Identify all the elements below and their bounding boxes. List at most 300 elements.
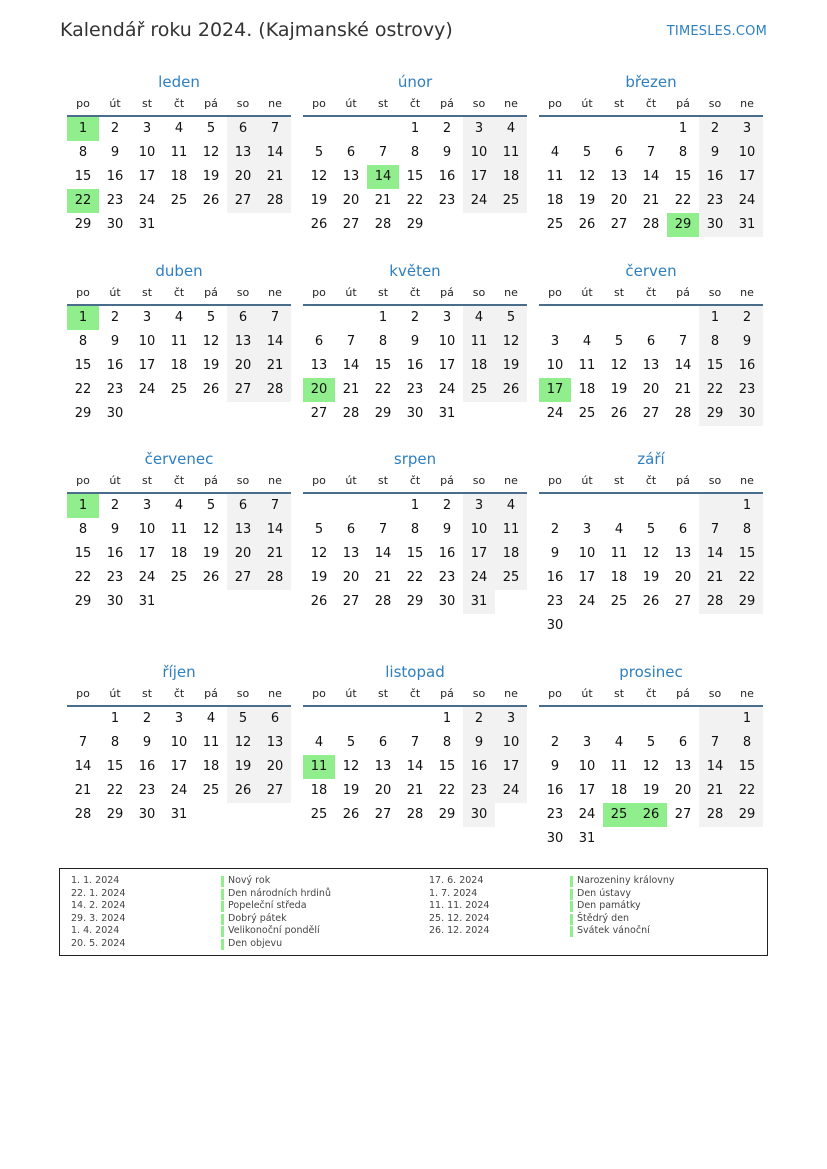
day[interactable]: 10 (578, 759, 596, 774)
day[interactable]: 11 (578, 358, 596, 373)
day[interactable]: 21 (674, 382, 692, 397)
day[interactable]: 6 (227, 306, 259, 330)
day[interactable]: 18 (310, 783, 328, 798)
day[interactable]: 1 (731, 494, 763, 518)
day[interactable]: 7 (378, 522, 388, 537)
day[interactable]: 8 (678, 145, 688, 160)
day[interactable]: 8 (731, 731, 763, 755)
day[interactable]: 2 (442, 121, 452, 136)
day[interactable]: 17 (463, 165, 495, 189)
day[interactable]: 31 (438, 406, 456, 421)
day[interactable]: 15 (731, 542, 763, 566)
day[interactable]: 4 (463, 306, 495, 330)
day[interactable]: 27 (227, 189, 259, 213)
day[interactable]: 16 (463, 755, 495, 779)
day[interactable]: 10 (138, 334, 156, 349)
day[interactable]: 30 (463, 803, 495, 827)
day[interactable]: 27 (227, 566, 259, 590)
day[interactable]: 22 (406, 570, 424, 585)
day[interactable]: 20 (374, 783, 392, 798)
day[interactable]: 14 (74, 759, 92, 774)
day[interactable]: 29 (731, 590, 763, 614)
day[interactable]: 4 (174, 498, 184, 513)
day[interactable]: 15 (731, 755, 763, 779)
day[interactable]: 14 (342, 358, 360, 373)
day[interactable]: 20 (342, 193, 360, 208)
day[interactable]: 3 (142, 310, 152, 325)
day[interactable]: 5 (314, 145, 324, 160)
day[interactable]: 19 (202, 358, 220, 373)
day[interactable]: 14 (699, 542, 731, 566)
day[interactable]: 20 (227, 165, 259, 189)
day[interactable]: 13 (674, 759, 692, 774)
day[interactable]: 16 (731, 354, 763, 378)
day[interactable]: 2 (550, 735, 560, 750)
day[interactable]: 21 (342, 382, 360, 397)
day[interactable]: 31 (170, 807, 188, 822)
day[interactable]: 24 (495, 779, 527, 803)
day[interactable]: 3 (463, 494, 495, 518)
day[interactable]: 27 (342, 217, 360, 232)
day[interactable]: 9 (550, 546, 560, 561)
day[interactable]: 10 (438, 334, 456, 349)
day[interactable]: 22 (106, 783, 124, 798)
day[interactable]: 23 (138, 783, 156, 798)
day[interactable]: 27 (342, 594, 360, 609)
day[interactable]: 5 (614, 334, 624, 349)
day[interactable]: 19 (642, 783, 660, 798)
day[interactable]: 15 (74, 169, 92, 184)
day[interactable]: 9 (731, 330, 763, 354)
day[interactable]: 28 (699, 590, 731, 614)
day[interactable]: 13 (642, 358, 660, 373)
day[interactable]: 18 (170, 546, 188, 561)
day[interactable]: 24 (438, 382, 456, 397)
day[interactable]: 12 (578, 169, 596, 184)
day[interactable]: 30 (406, 406, 424, 421)
day[interactable]: 8 (78, 334, 88, 349)
day[interactable]: 12 (310, 546, 328, 561)
day[interactable]: 30 (106, 217, 124, 232)
day[interactable]: 20 (674, 570, 692, 585)
day[interactable]: 30 (106, 594, 124, 609)
day[interactable]: 30 (731, 402, 763, 426)
day[interactable]: 1 (110, 711, 120, 726)
day[interactable]: 18 (170, 358, 188, 373)
day[interactable]: 2 (463, 707, 495, 731)
day[interactable]: 30 (546, 831, 564, 846)
day[interactable]: 28 (74, 807, 92, 822)
day[interactable]: 31 (138, 217, 156, 232)
day[interactable]: 30 (699, 213, 731, 237)
day[interactable]: 13 (374, 759, 392, 774)
day[interactable]: 16 (406, 358, 424, 373)
day[interactable]: 27 (374, 807, 392, 822)
day[interactable]: 11 (463, 330, 495, 354)
day[interactable]: 26 (642, 594, 660, 609)
day[interactable]: 21 (74, 783, 92, 798)
day[interactable]: 1 (731, 707, 763, 731)
day[interactable]: 7 (678, 334, 688, 349)
day[interactable]: 2 (699, 117, 731, 141)
day[interactable]: 27 (259, 779, 291, 803)
day[interactable]: 1 (699, 306, 731, 330)
day[interactable]: 20 (642, 382, 660, 397)
day[interactable]: 27 (610, 217, 628, 232)
day[interactable]: 21 (699, 779, 731, 803)
day[interactable]: 15 (406, 169, 424, 184)
day[interactable]: 15 (438, 759, 456, 774)
day[interactable]: 8 (410, 522, 420, 537)
day[interactable]: 23 (546, 807, 564, 822)
day[interactable]: 29 (74, 217, 92, 232)
day[interactable]: 20 (227, 542, 259, 566)
day[interactable]: 28 (642, 217, 660, 232)
day[interactable]: 2 (110, 498, 120, 513)
day[interactable]: 19 (495, 354, 527, 378)
day[interactable]: 10 (463, 518, 495, 542)
day[interactable]: 19 (310, 193, 328, 208)
day[interactable]: 5 (646, 735, 656, 750)
day[interactable]: 20 (342, 570, 360, 585)
day[interactable]: 28 (259, 566, 291, 590)
day[interactable]: 21 (406, 783, 424, 798)
day[interactable]: 25 (202, 783, 220, 798)
day[interactable]: 28 (374, 594, 392, 609)
day[interactable]: 9 (410, 334, 420, 349)
day[interactable]: 23 (106, 382, 124, 397)
day[interactable]: 13 (342, 169, 360, 184)
day[interactable]: 19 (202, 169, 220, 184)
day[interactable]: 24 (578, 594, 596, 609)
day[interactable]: 4 (174, 310, 184, 325)
day[interactable]: 31 (731, 213, 763, 237)
day[interactable]: 15 (699, 354, 731, 378)
day[interactable]: 7 (259, 117, 291, 141)
day[interactable]: 14 (259, 518, 291, 542)
day[interactable]: 29 (406, 217, 424, 232)
day[interactable]: 19 (202, 546, 220, 561)
holiday-day[interactable]: 26 (635, 803, 667, 827)
day[interactable]: 31 (578, 831, 596, 846)
day[interactable]: 13 (674, 546, 692, 561)
day[interactable]: 16 (106, 358, 124, 373)
day[interactable]: 28 (342, 406, 360, 421)
day[interactable]: 17 (138, 546, 156, 561)
day[interactable]: 30 (106, 406, 124, 421)
day[interactable]: 14 (374, 546, 392, 561)
day[interactable]: 13 (310, 358, 328, 373)
day[interactable]: 6 (346, 145, 356, 160)
day[interactable]: 13 (227, 141, 259, 165)
day[interactable]: 21 (374, 193, 392, 208)
day[interactable]: 20 (674, 783, 692, 798)
day[interactable]: 19 (642, 570, 660, 585)
day[interactable]: 11 (202, 735, 220, 750)
day[interactable]: 30 (546, 618, 564, 633)
day[interactable]: 11 (546, 169, 564, 184)
day[interactable]: 15 (106, 759, 124, 774)
day[interactable]: 12 (642, 759, 660, 774)
day[interactable]: 13 (259, 731, 291, 755)
day[interactable]: 19 (578, 193, 596, 208)
day[interactable]: 25 (463, 378, 495, 402)
holiday-day[interactable]: 1 (67, 306, 99, 330)
day[interactable]: 14 (699, 755, 731, 779)
day[interactable]: 19 (310, 570, 328, 585)
day[interactable]: 12 (227, 731, 259, 755)
day[interactable]: 10 (495, 731, 527, 755)
day[interactable]: 4 (314, 735, 324, 750)
day[interactable]: 15 (406, 546, 424, 561)
day[interactable]: 24 (138, 570, 156, 585)
day[interactable]: 12 (495, 330, 527, 354)
day[interactable]: 31 (463, 590, 495, 614)
day[interactable]: 25 (170, 570, 188, 585)
day[interactable]: 10 (546, 358, 564, 373)
day[interactable]: 1 (442, 711, 452, 726)
day[interactable]: 7 (346, 334, 356, 349)
day[interactable]: 3 (442, 310, 452, 325)
day[interactable]: 8 (110, 735, 120, 750)
day[interactable]: 7 (259, 494, 291, 518)
day[interactable]: 4 (495, 117, 527, 141)
day[interactable]: 26 (610, 406, 628, 421)
day[interactable]: 16 (106, 169, 124, 184)
day[interactable]: 21 (259, 542, 291, 566)
day[interactable]: 27 (674, 807, 692, 822)
day[interactable]: 7 (410, 735, 420, 750)
day[interactable]: 10 (463, 141, 495, 165)
day[interactable]: 24 (170, 783, 188, 798)
day[interactable]: 14 (259, 141, 291, 165)
day[interactable]: 17 (438, 358, 456, 373)
day[interactable]: 22 (731, 779, 763, 803)
day[interactable]: 28 (674, 406, 692, 421)
day[interactable]: 6 (227, 494, 259, 518)
day[interactable]: 2 (410, 310, 420, 325)
day[interactable]: 1 (410, 121, 420, 136)
day[interactable]: 3 (550, 334, 560, 349)
day[interactable]: 5 (582, 145, 592, 160)
day[interactable]: 13 (342, 546, 360, 561)
day[interactable]: 22 (374, 382, 392, 397)
day[interactable]: 26 (310, 594, 328, 609)
day[interactable]: 12 (202, 145, 220, 160)
holiday-day[interactable]: 29 (667, 213, 699, 237)
day[interactable]: 23 (106, 193, 124, 208)
day[interactable]: 21 (699, 566, 731, 590)
day[interactable]: 23 (731, 378, 763, 402)
holiday-day[interactable]: 11 (303, 755, 335, 779)
day[interactable]: 24 (463, 566, 495, 590)
holiday-day[interactable]: 20 (303, 378, 335, 402)
day[interactable]: 10 (170, 735, 188, 750)
day[interactable]: 17 (463, 542, 495, 566)
day[interactable]: 7 (699, 518, 731, 542)
day[interactable]: 25 (495, 189, 527, 213)
day[interactable]: 15 (74, 546, 92, 561)
day[interactable]: 9 (442, 522, 452, 537)
day[interactable]: 7 (259, 306, 291, 330)
holiday-day[interactable]: 17 (539, 378, 571, 402)
day[interactable]: 27 (642, 406, 660, 421)
day[interactable]: 22 (731, 566, 763, 590)
day[interactable]: 18 (495, 542, 527, 566)
day[interactable]: 8 (78, 145, 88, 160)
day[interactable]: 24 (138, 193, 156, 208)
day[interactable]: 18 (463, 354, 495, 378)
day[interactable]: 8 (699, 330, 731, 354)
day[interactable]: 25 (578, 406, 596, 421)
day[interactable]: 12 (642, 546, 660, 561)
day[interactable]: 29 (731, 803, 763, 827)
day[interactable]: 26 (342, 807, 360, 822)
holiday-day[interactable]: 14 (367, 165, 399, 189)
day[interactable]: 28 (406, 807, 424, 822)
day[interactable]: 12 (610, 358, 628, 373)
day[interactable]: 29 (106, 807, 124, 822)
day[interactable]: 21 (374, 570, 392, 585)
day[interactable]: 23 (438, 570, 456, 585)
day[interactable]: 29 (406, 594, 424, 609)
day[interactable]: 11 (170, 145, 188, 160)
day[interactable]: 18 (610, 570, 628, 585)
day[interactable]: 18 (546, 193, 564, 208)
day[interactable]: 3 (582, 735, 592, 750)
day[interactable]: 24 (546, 406, 564, 421)
day[interactable]: 25 (546, 217, 564, 232)
day[interactable]: 20 (259, 755, 291, 779)
day[interactable]: 16 (106, 546, 124, 561)
day[interactable]: 23 (106, 570, 124, 585)
day[interactable]: 2 (731, 306, 763, 330)
day[interactable]: 3 (463, 117, 495, 141)
day[interactable]: 29 (438, 807, 456, 822)
day[interactable]: 26 (202, 193, 220, 208)
day[interactable]: 11 (170, 334, 188, 349)
day[interactable]: 13 (227, 518, 259, 542)
day[interactable]: 24 (463, 189, 495, 213)
day[interactable]: 17 (495, 755, 527, 779)
day[interactable]: 9 (142, 735, 152, 750)
day[interactable]: 16 (546, 783, 564, 798)
day[interactable]: 14 (259, 330, 291, 354)
day[interactable]: 9 (699, 141, 731, 165)
day[interactable]: 28 (699, 803, 731, 827)
day[interactable]: 18 (170, 169, 188, 184)
day[interactable]: 8 (78, 522, 88, 537)
day[interactable]: 28 (259, 189, 291, 213)
day[interactable]: 28 (259, 378, 291, 402)
day[interactable]: 23 (406, 382, 424, 397)
day[interactable]: 2 (110, 121, 120, 136)
day[interactable]: 25 (495, 566, 527, 590)
day[interactable]: 27 (674, 594, 692, 609)
day[interactable]: 6 (227, 117, 259, 141)
day[interactable]: 15 (74, 358, 92, 373)
day[interactable]: 25 (170, 382, 188, 397)
day[interactable]: 4 (174, 121, 184, 136)
day[interactable]: 2 (142, 711, 152, 726)
holiday-day[interactable]: 22 (67, 189, 99, 213)
brand-logo[interactable]: TIMESLES.COM (666, 24, 767, 39)
day[interactable]: 12 (202, 522, 220, 537)
day[interactable]: 16 (438, 169, 456, 184)
day[interactable]: 21 (259, 165, 291, 189)
day[interactable]: 9 (463, 731, 495, 755)
day[interactable]: 12 (202, 334, 220, 349)
day[interactable]: 11 (495, 518, 527, 542)
day[interactable]: 6 (614, 145, 624, 160)
day[interactable]: 17 (170, 759, 188, 774)
day[interactable]: 9 (442, 145, 452, 160)
day[interactable]: 24 (731, 189, 763, 213)
day[interactable]: 9 (550, 759, 560, 774)
day[interactable]: 22 (674, 193, 692, 208)
day[interactable]: 3 (582, 522, 592, 537)
day[interactable]: 7 (699, 731, 731, 755)
day[interactable]: 30 (138, 807, 156, 822)
day[interactable]: 22 (438, 783, 456, 798)
day[interactable]: 20 (227, 354, 259, 378)
day[interactable]: 16 (138, 759, 156, 774)
day[interactable]: 6 (678, 735, 688, 750)
day[interactable]: 29 (74, 594, 92, 609)
day[interactable]: 25 (310, 807, 328, 822)
day[interactable]: 3 (142, 121, 152, 136)
day[interactable]: 4 (550, 145, 560, 160)
day[interactable]: 15 (674, 169, 692, 184)
day[interactable]: 10 (578, 546, 596, 561)
day[interactable]: 19 (342, 783, 360, 798)
day[interactable]: 25 (610, 594, 628, 609)
day[interactable]: 5 (646, 522, 656, 537)
day[interactable]: 7 (78, 735, 88, 750)
day[interactable]: 9 (110, 522, 120, 537)
day[interactable]: 20 (610, 193, 628, 208)
day[interactable]: 21 (259, 354, 291, 378)
day[interactable]: 9 (110, 145, 120, 160)
day[interactable]: 14 (642, 169, 660, 184)
day[interactable]: 8 (442, 735, 452, 750)
day[interactable]: 30 (438, 594, 456, 609)
day[interactable]: 23 (438, 193, 456, 208)
day[interactable]: 5 (206, 121, 216, 136)
day[interactable]: 29 (699, 402, 731, 426)
day[interactable]: 26 (578, 217, 596, 232)
day[interactable]: 4 (206, 711, 216, 726)
day[interactable]: 5 (314, 522, 324, 537)
day[interactable]: 6 (646, 334, 656, 349)
day[interactable]: 7 (646, 145, 656, 160)
day[interactable]: 10 (138, 522, 156, 537)
day[interactable]: 18 (202, 759, 220, 774)
day[interactable]: 8 (378, 334, 388, 349)
day[interactable]: 6 (259, 707, 291, 731)
day[interactable]: 16 (438, 546, 456, 561)
day[interactable]: 6 (346, 522, 356, 537)
day[interactable]: 19 (610, 382, 628, 397)
day[interactable]: 23 (699, 189, 731, 213)
day[interactable]: 5 (495, 306, 527, 330)
day[interactable]: 6 (378, 735, 388, 750)
day[interactable]: 24 (578, 807, 596, 822)
day[interactable]: 13 (227, 330, 259, 354)
day[interactable]: 1 (410, 498, 420, 513)
day[interactable]: 25 (170, 193, 188, 208)
day[interactable]: 15 (374, 358, 392, 373)
